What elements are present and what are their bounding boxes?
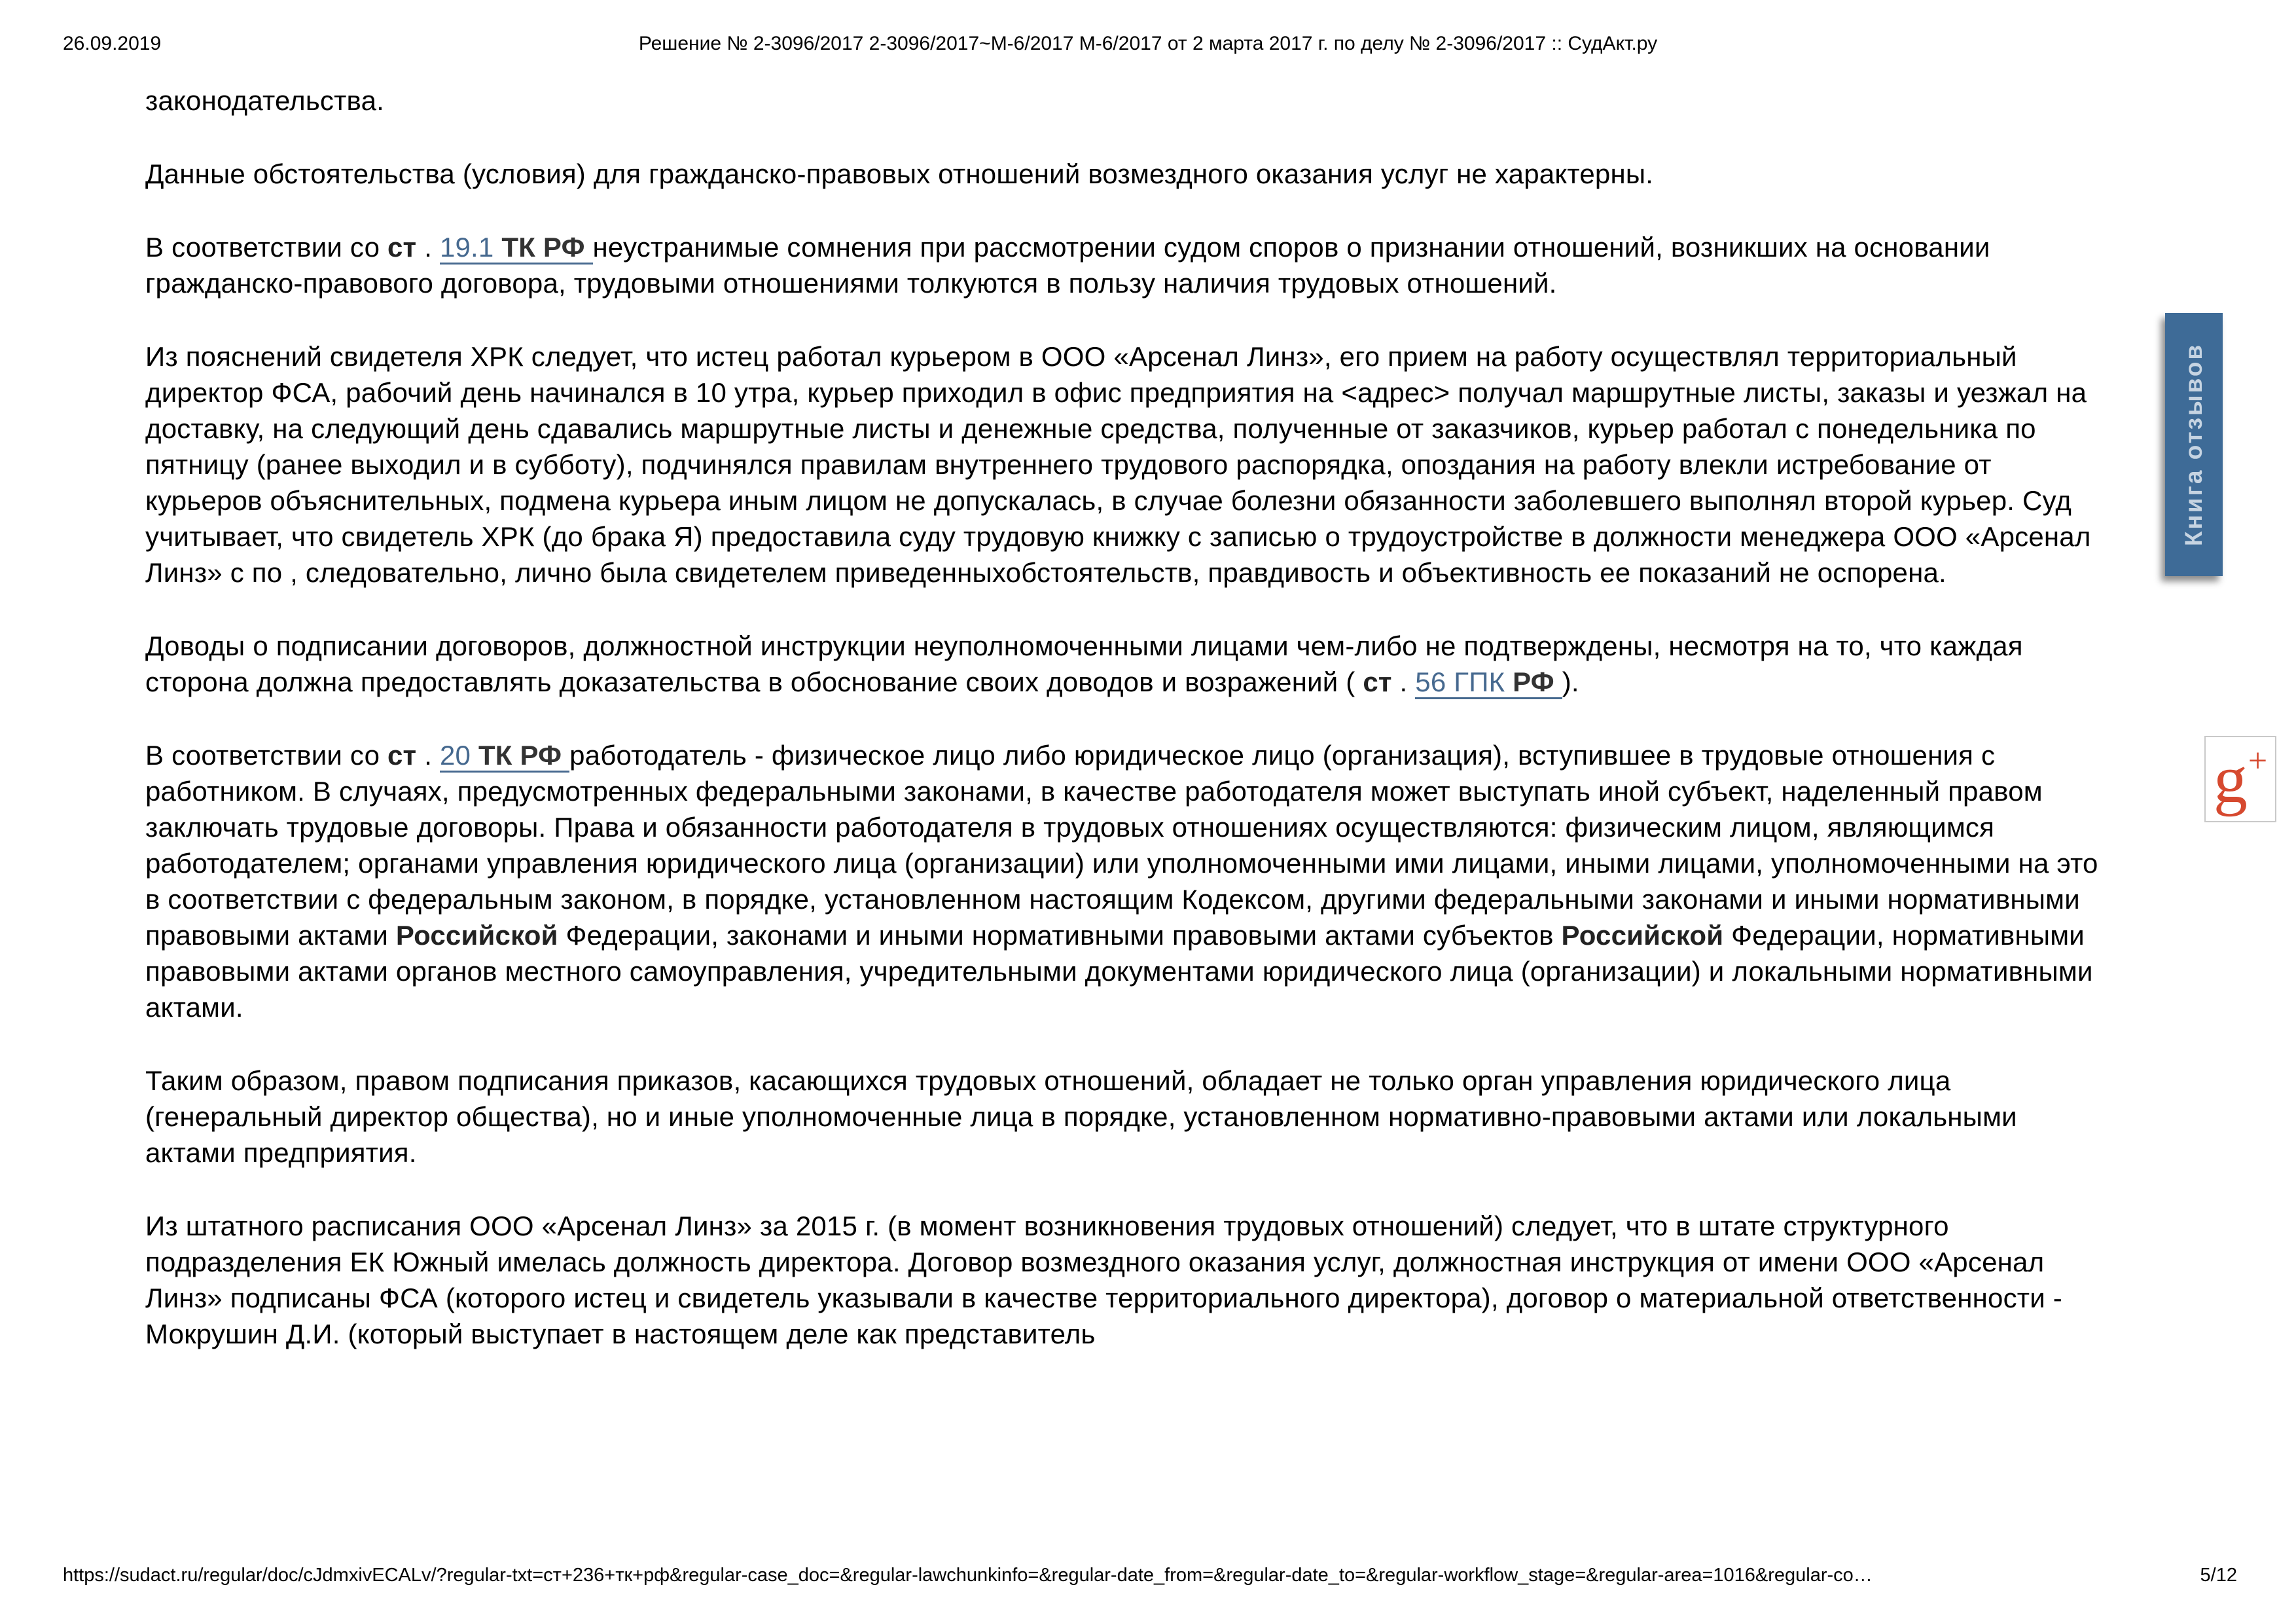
print-header-date: 26.09.2019 [63,33,162,54]
bold-text: ст [387,740,417,771]
law-link[interactable]: ТК РФ [478,740,569,773]
law-link[interactable]: 19.1 [440,232,501,264]
bold-text: Российской [1561,920,1724,951]
paragraph [145,628,2106,700]
text-run: . [416,232,440,263]
bold-text: ст [1363,666,1392,697]
document-body [145,82,2106,1389]
text-run: Из пояснений свидетеля ХРК следует, что истец работал курьером в ООО «Арсенал Линз», его прием на работу осуществлял территориальный директор ФСА, рабочий день начинался в 10 утра, курьер приходил в офис предприятия на <адрес> получал маршрутные листы, заказы и уезжал на доставку, на следующий день сдавались маршрутные листы и денежные средства, полученные от заказчиков, курьер работал с понедельника по пятницу (ранее выходил и в субботу), подчинялся правилам внутреннего трудового распорядка, опоздания на работу влекли истребование от курьеров объяснительных, подмена курьера иным лицом не допускалась, в случае болезни обязанности заболевшего выполнял второй курьер. Суд учитывает, что свидетель ХРК (до брака Я) предоставила суду трудовую книжку с записью о трудоустройстве в должности менеджера ООО «Арсенал Линз» с по , следовательно, лично была свидетелем приведенныхобстоятельств, правдивость и объективность ее показаний не оспорена. [145,341,2091,588]
text-run: Данные обстоятельства (условия) для гражданско-правовых отношений возмездного оказания услуг не характерны. [145,158,1654,189]
google-plus-button[interactable] [2204,736,2276,822]
text-run: Доводы о подписании договоров, должностной инструкции неуполномоченными лицами чем-либо не подтверждены, несмотря на то, что каждая сторона должна предоставлять доказательства в обоснование своих доводов и возражений ( [145,630,2023,697]
text-run: ). [1562,666,1579,697]
paragraph [145,737,2106,1025]
paragraph [145,82,2106,119]
text-run: Из штатного расписания ООО «Арсенал Линз» за 2015 г. (в момент возникновения трудовых отношений) следует, что в штате структурного подразделения ЕК Южный имелась должность директора. Договор возмездного оказания услуг, должностная инструкция от имени ООО «Арсенал Линз» подписаны ФСА (которого истец и свидетель указывали в качестве территориального директора), договор о материальной ответственности - Мокрушин Д.И. (который выступает в настоящем деле как представитель [145,1211,2062,1349]
law-link[interactable]: 20 [440,740,478,773]
text-run: В соответствии со [145,232,387,263]
paragraph [145,1208,2106,1352]
text-run: работодатель - физическое лицо либо юридическое лицо (организация), вступившее в трудовые отношения с работником. В случаях, предусмотренных федеральными законами, в качестве работодателя может выступать иной субъект, наделенный правом заключать трудовые договоры. Права и обязанности работодателя в трудовых отношениях осуществляются: физическим лицом, являющимся работодателем; органами управления юридического лица (организации) или уполномоченными ими лицами, иными лицами, уполномоченными на это в соответствии с федеральным законом, в порядке, установленном настоящим Кодексом, другими федеральными законами и иными нормативными правовыми актами [145,740,2098,951]
paragraph [145,1063,2106,1171]
text-run: Федерации, нормативными правовыми актами органов местного самоуправления, учредительными документами юридического лица (организации) и локальными нормативными актами. [145,920,2093,1023]
law-link[interactable]: ТК РФ [501,232,592,264]
text-run: . [1391,666,1416,697]
law-link[interactable]: 56 ГПК [1415,666,1513,699]
bold-text: ст [387,232,417,263]
print-footer-url: https://sudact.ru/regular/doc/cJdmxivECALv/?regular-txt=ст+236+тк+рф&regular-case_doc=&regular-lawchunkinfo=&regular-date_from=&regular-date_to=&regular-workflow_stage=&regular-area=1016&regular-co… [63,1565,1873,1586]
text-run: . [416,740,440,771]
feedback-tab-label: Книга отзывов [2180,342,2207,547]
text-run: Таким образом, правом подписания приказов, касающихся трудовых отношений, обладает не только орган управления юридического лица (генеральный директор общества), но и иные уполномоченные лица в порядке, установленном нормативно-правовыми актами или локальными актами предприятия. [145,1065,2017,1168]
print-footer-page-indicator: 5/12 [2200,1565,2237,1586]
google-plus-plus: + [2248,742,2268,780]
text-run: неустранимые сомнения при рассмотрении судом споров о признании отношений, возникших на основании гражданско-правового договора, трудовыми отношениями толкуются в пользу наличия трудовых отношений. [145,232,1990,299]
paragraph [145,338,2106,591]
paragraph [145,156,2106,192]
text-run: Федерации, законами и иными нормативными правовыми актами субъектов [558,920,1562,951]
text-run: законодательства. [145,85,385,116]
paragraph [145,229,2106,301]
google-plus-icon [2213,742,2268,817]
bold-text: Российской [395,920,558,951]
google-plus-g: g [2213,742,2248,817]
feedback-tab[interactable] [2165,313,2223,576]
print-header-title: Решение № 2-3096/2017 2-3096/2017~М-6/2017 М-6/2017 от 2 марта 2017 г. по делу № 2-3096/2017 :: СудАкт.ру [638,33,1658,54]
law-link[interactable]: РФ [1513,666,1562,699]
text-run: В соответствии со [145,740,387,771]
